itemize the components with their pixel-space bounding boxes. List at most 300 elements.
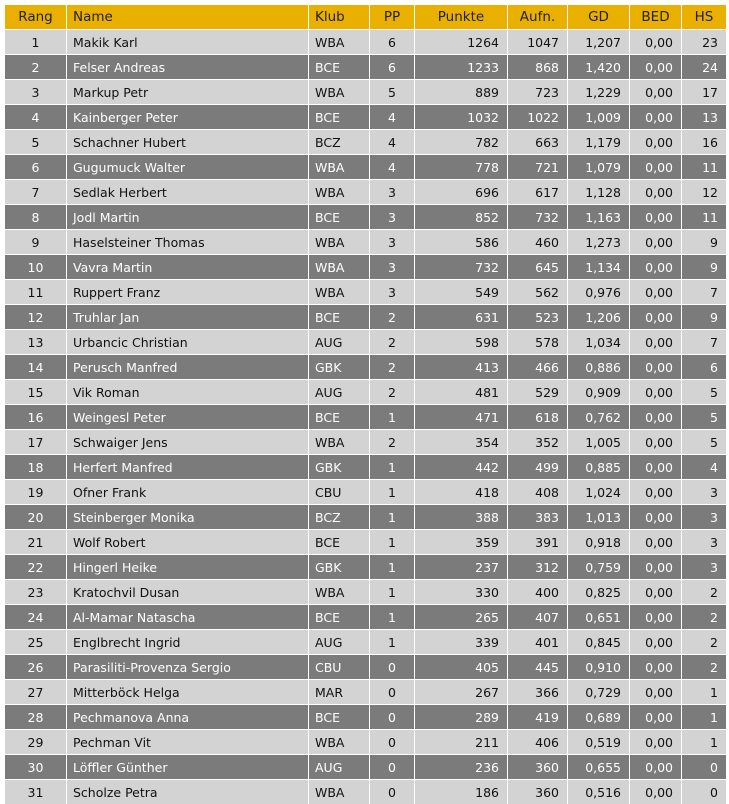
hs-cell: 12: [682, 179, 726, 204]
table-row[interactable]: [5, 129, 726, 154]
bed-cell: 0,00: [630, 679, 682, 704]
table-row[interactable]: [5, 654, 726, 679]
club-cell: BCE: [309, 529, 370, 554]
innings-cell: 445: [508, 654, 568, 679]
gd-cell: 0,655: [568, 754, 630, 779]
innings-cell: 617: [508, 179, 568, 204]
points-cell: 237: [415, 554, 508, 579]
points-cell: 236: [415, 754, 508, 779]
club-cell: BCE: [309, 104, 370, 129]
name-cell: Gugumuck Walter: [67, 154, 309, 179]
innings-cell: 721: [508, 154, 568, 179]
rank-cell: 2: [5, 54, 67, 79]
club-cell: WBA: [309, 429, 370, 454]
club-cell: BCZ: [309, 504, 370, 529]
club-cell: WBA: [309, 279, 370, 304]
rank-cell: 7: [5, 179, 67, 204]
hs-cell: 2: [682, 604, 726, 629]
bed-cell: 0,00: [630, 54, 682, 79]
pp-cell: 0: [370, 779, 415, 804]
rank-cell: 16: [5, 404, 67, 429]
innings-cell: 460: [508, 229, 568, 254]
points-cell: 852: [415, 204, 508, 229]
rank-cell: 25: [5, 629, 67, 654]
rank-cell: 6: [5, 154, 67, 179]
gd-cell: 1,079: [568, 154, 630, 179]
innings-cell: 523: [508, 304, 568, 329]
club-cell: AUG: [309, 329, 370, 354]
pp-cell: 2: [370, 429, 415, 454]
hs-cell: 2: [682, 579, 726, 604]
bed-cell: 0,00: [630, 279, 682, 304]
pp-cell: 2: [370, 379, 415, 404]
club-cell: WBA: [309, 254, 370, 279]
bed-cell: 0,00: [630, 654, 682, 679]
points-cell: 889: [415, 79, 508, 104]
rank-cell: 13: [5, 329, 67, 354]
table-row[interactable]: [5, 629, 726, 654]
table-header-row: [5, 5, 726, 29]
club-cell: GBK: [309, 454, 370, 479]
bed-cell: 0,00: [630, 754, 682, 779]
header-aufn[interactable]: Aufn.: [508, 5, 568, 29]
gd-cell: 0,759: [568, 554, 630, 579]
club-cell: BCE: [309, 54, 370, 79]
gd-cell: 0,918: [568, 529, 630, 554]
bed-cell: 0,00: [630, 29, 682, 54]
rank-cell: 18: [5, 454, 67, 479]
points-cell: 782: [415, 129, 508, 154]
gd-cell: 0,909: [568, 379, 630, 404]
bed-cell: 0,00: [630, 554, 682, 579]
ranking-table-container: [5, 5, 726, 804]
name-cell: Mitterböck Helga: [67, 679, 309, 704]
name-cell: Parasiliti-Provenza Sergio: [67, 654, 309, 679]
bed-cell: 0,00: [630, 504, 682, 529]
club-cell: BCE: [309, 604, 370, 629]
bed-cell: 0,00: [630, 354, 682, 379]
bed-cell: 0,00: [630, 454, 682, 479]
hs-cell: 5: [682, 404, 726, 429]
pp-cell: 1: [370, 404, 415, 429]
innings-cell: 407: [508, 604, 568, 629]
gd-cell: 0,651: [568, 604, 630, 629]
points-cell: 696: [415, 179, 508, 204]
table-row[interactable]: [5, 454, 726, 479]
points-cell: 418: [415, 479, 508, 504]
header-bed[interactable]: BED: [630, 5, 682, 29]
innings-cell: 1022: [508, 104, 568, 129]
pp-cell: 1: [370, 454, 415, 479]
innings-cell: 419: [508, 704, 568, 729]
pp-cell: 3: [370, 254, 415, 279]
name-cell: Vik Roman: [67, 379, 309, 404]
table-row[interactable]: [5, 279, 726, 304]
rank-cell: 20: [5, 504, 67, 529]
club-cell: BCE: [309, 204, 370, 229]
hs-cell: 6: [682, 354, 726, 379]
hs-cell: 2: [682, 629, 726, 654]
hs-cell: 7: [682, 279, 726, 304]
points-cell: 405: [415, 654, 508, 679]
bed-cell: 0,00: [630, 429, 682, 454]
name-cell: Kratochvil Dusan: [67, 579, 309, 604]
table-row[interactable]: [5, 154, 726, 179]
pp-cell: 4: [370, 154, 415, 179]
table-row[interactable]: [5, 254, 726, 279]
gd-cell: 1,009: [568, 104, 630, 129]
hs-cell: 3: [682, 479, 726, 504]
innings-cell: 732: [508, 204, 568, 229]
bed-cell: 0,00: [630, 104, 682, 129]
hs-cell: 1: [682, 679, 726, 704]
table-row[interactable]: [5, 779, 726, 804]
club-cell: CBU: [309, 479, 370, 504]
club-cell: WBA: [309, 729, 370, 754]
rank-cell: 17: [5, 429, 67, 454]
hs-cell: 23: [682, 29, 726, 54]
points-cell: 339: [415, 629, 508, 654]
table-row[interactable]: [5, 479, 726, 504]
points-cell: 354: [415, 429, 508, 454]
rank-cell: 8: [5, 204, 67, 229]
gd-cell: 1,273: [568, 229, 630, 254]
pp-cell: 1: [370, 529, 415, 554]
table-row[interactable]: [5, 429, 726, 454]
header-gd[interactable]: GD: [568, 5, 630, 29]
gd-cell: 0,516: [568, 779, 630, 804]
points-cell: 359: [415, 529, 508, 554]
name-cell: Herfert Manfred: [67, 454, 309, 479]
table-row[interactable]: [5, 579, 726, 604]
points-cell: 388: [415, 504, 508, 529]
name-cell: Schwaiger Jens: [67, 429, 309, 454]
table-row[interactable]: [5, 29, 726, 54]
name-cell: Vavra Martin: [67, 254, 309, 279]
hs-cell: 3: [682, 529, 726, 554]
name-cell: Scholze Petra: [67, 779, 309, 804]
pp-cell: 1: [370, 579, 415, 604]
table-row[interactable]: [5, 54, 726, 79]
hs-cell: 0: [682, 754, 726, 779]
pp-cell: 3: [370, 204, 415, 229]
innings-cell: 663: [508, 129, 568, 154]
name-cell: Kainberger Peter: [67, 104, 309, 129]
gd-cell: 1,024: [568, 479, 630, 504]
table-row[interactable]: [5, 354, 726, 379]
hs-cell: 11: [682, 154, 726, 179]
club-cell: AUG: [309, 754, 370, 779]
table-row[interactable]: [5, 379, 726, 404]
header-punkte[interactable]: Punkte: [415, 5, 508, 29]
name-cell: Pechmanova Anna: [67, 704, 309, 729]
bed-cell: 0,00: [630, 204, 682, 229]
club-cell: WBA: [309, 779, 370, 804]
bed-cell: 0,00: [630, 179, 682, 204]
rank-cell: 3: [5, 79, 67, 104]
gd-cell: 1,005: [568, 429, 630, 454]
header-hs[interactable]: HS: [682, 5, 726, 29]
header-rang[interactable]: Rang: [5, 5, 67, 29]
pp-cell: 3: [370, 279, 415, 304]
innings-cell: 400: [508, 579, 568, 604]
table-row[interactable]: [5, 329, 726, 354]
name-cell: Löffler Günther: [67, 754, 309, 779]
bed-cell: 0,00: [630, 129, 682, 154]
points-cell: 289: [415, 704, 508, 729]
innings-cell: 312: [508, 554, 568, 579]
hs-cell: 13: [682, 104, 726, 129]
gd-cell: 1,207: [568, 29, 630, 54]
gd-cell: 0,885: [568, 454, 630, 479]
name-cell: Weingesl Peter: [67, 404, 309, 429]
header-klub[interactable]: Klub: [309, 5, 370, 29]
pp-cell: 4: [370, 104, 415, 129]
points-cell: 267: [415, 679, 508, 704]
club-cell: GBK: [309, 554, 370, 579]
table-row[interactable]: [5, 604, 726, 629]
rank-cell: 27: [5, 679, 67, 704]
bed-cell: 0,00: [630, 729, 682, 754]
table-row[interactable]: [5, 529, 726, 554]
hs-cell: 3: [682, 504, 726, 529]
table-row[interactable]: [5, 754, 726, 779]
club-cell: BCZ: [309, 129, 370, 154]
pp-cell: 0: [370, 704, 415, 729]
hs-cell: 11: [682, 204, 726, 229]
pp-cell: 2: [370, 304, 415, 329]
bed-cell: 0,00: [630, 604, 682, 629]
innings-cell: 360: [508, 779, 568, 804]
hs-cell: 24: [682, 54, 726, 79]
name-cell: Englbrecht Ingrid: [67, 629, 309, 654]
gd-cell: 0,689: [568, 704, 630, 729]
name-cell: Ruppert Franz: [67, 279, 309, 304]
club-cell: CBU: [309, 654, 370, 679]
club-cell: AUG: [309, 629, 370, 654]
club-cell: MAR: [309, 679, 370, 704]
header-name[interactable]: Name: [67, 5, 309, 29]
gd-cell: 0,845: [568, 629, 630, 654]
club-cell: GBK: [309, 354, 370, 379]
innings-cell: 366: [508, 679, 568, 704]
table-row[interactable]: [5, 554, 726, 579]
rank-cell: 15: [5, 379, 67, 404]
hs-cell: 5: [682, 429, 726, 454]
gd-cell: 0,886: [568, 354, 630, 379]
bed-cell: 0,00: [630, 704, 682, 729]
name-cell: Felser Andreas: [67, 54, 309, 79]
hs-cell: 9: [682, 229, 726, 254]
gd-cell: 1,229: [568, 79, 630, 104]
name-cell: Makik Karl: [67, 29, 309, 54]
innings-cell: 1047: [508, 29, 568, 54]
pp-cell: 2: [370, 329, 415, 354]
name-cell: Wolf Robert: [67, 529, 309, 554]
gd-cell: 0,910: [568, 654, 630, 679]
bed-cell: 0,00: [630, 329, 682, 354]
innings-cell: 578: [508, 329, 568, 354]
hs-cell: 7: [682, 329, 726, 354]
pp-cell: 0: [370, 729, 415, 754]
ranking-table: [5, 5, 726, 804]
bed-cell: 0,00: [630, 529, 682, 554]
innings-cell: 645: [508, 254, 568, 279]
pp-cell: 0: [370, 754, 415, 779]
name-cell: Pechman Vit: [67, 729, 309, 754]
club-cell: AUG: [309, 379, 370, 404]
innings-cell: 406: [508, 729, 568, 754]
table-row[interactable]: [5, 729, 726, 754]
name-cell: Jodl Martin: [67, 204, 309, 229]
innings-cell: 499: [508, 454, 568, 479]
table-row[interactable]: [5, 679, 726, 704]
pp-cell: 1: [370, 604, 415, 629]
points-cell: 186: [415, 779, 508, 804]
innings-cell: 352: [508, 429, 568, 454]
club-cell: WBA: [309, 179, 370, 204]
header-pp[interactable]: PP: [370, 5, 415, 29]
hs-cell: 9: [682, 254, 726, 279]
rank-cell: 30: [5, 754, 67, 779]
bed-cell: 0,00: [630, 79, 682, 104]
name-cell: Hingerl Heike: [67, 554, 309, 579]
club-cell: BCE: [309, 404, 370, 429]
pp-cell: 1: [370, 479, 415, 504]
name-cell: Perusch Manfred: [67, 354, 309, 379]
rank-cell: 12: [5, 304, 67, 329]
rank-cell: 24: [5, 604, 67, 629]
table-row[interactable]: [5, 304, 726, 329]
gd-cell: 0,825: [568, 579, 630, 604]
points-cell: 481: [415, 379, 508, 404]
points-cell: 211: [415, 729, 508, 754]
innings-cell: 360: [508, 754, 568, 779]
hs-cell: 2: [682, 654, 726, 679]
hs-cell: 16: [682, 129, 726, 154]
table-row[interactable]: [5, 104, 726, 129]
rank-cell: 22: [5, 554, 67, 579]
hs-cell: 1: [682, 704, 726, 729]
club-cell: WBA: [309, 229, 370, 254]
points-cell: 1032: [415, 104, 508, 129]
table-row[interactable]: [5, 204, 726, 229]
table-row[interactable]: [5, 404, 726, 429]
rank-cell: 23: [5, 579, 67, 604]
bed-cell: 0,00: [630, 629, 682, 654]
points-cell: 1233: [415, 54, 508, 79]
gd-cell: 1,128: [568, 179, 630, 204]
points-cell: 471: [415, 404, 508, 429]
table-row[interactable]: [5, 179, 726, 204]
gd-cell: 1,179: [568, 129, 630, 154]
gd-cell: 1,134: [568, 254, 630, 279]
table-row[interactable]: [5, 229, 726, 254]
name-cell: Markup Petr: [67, 79, 309, 104]
gd-cell: 0,762: [568, 404, 630, 429]
innings-cell: 529: [508, 379, 568, 404]
bed-cell: 0,00: [630, 379, 682, 404]
name-cell: Sedlak Herbert: [67, 179, 309, 204]
table-row[interactable]: [5, 79, 726, 104]
points-cell: 413: [415, 354, 508, 379]
club-cell: WBA: [309, 29, 370, 54]
rank-cell: 11: [5, 279, 67, 304]
name-cell: Haselsteiner Thomas: [67, 229, 309, 254]
points-cell: 330: [415, 579, 508, 604]
gd-cell: 1,420: [568, 54, 630, 79]
pp-cell: 0: [370, 679, 415, 704]
gd-cell: 0,729: [568, 679, 630, 704]
bed-cell: 0,00: [630, 404, 682, 429]
pp-cell: 0: [370, 654, 415, 679]
gd-cell: 1,163: [568, 204, 630, 229]
club-cell: WBA: [309, 579, 370, 604]
table-row[interactable]: [5, 704, 726, 729]
rank-cell: 14: [5, 354, 67, 379]
innings-cell: 401: [508, 629, 568, 654]
points-cell: 732: [415, 254, 508, 279]
points-cell: 586: [415, 229, 508, 254]
pp-cell: 4: [370, 129, 415, 154]
hs-cell: 5: [682, 379, 726, 404]
pp-cell: 6: [370, 29, 415, 54]
innings-cell: 618: [508, 404, 568, 429]
innings-cell: 562: [508, 279, 568, 304]
rank-cell: 31: [5, 779, 67, 804]
hs-cell: 1: [682, 729, 726, 754]
rank-cell: 19: [5, 479, 67, 504]
gd-cell: 1,034: [568, 329, 630, 354]
gd-cell: 0,976: [568, 279, 630, 304]
name-cell: Al-Mamar Natascha: [67, 604, 309, 629]
points-cell: 549: [415, 279, 508, 304]
rank-cell: 5: [5, 129, 67, 154]
points-cell: 631: [415, 304, 508, 329]
pp-cell: 2: [370, 354, 415, 379]
bed-cell: 0,00: [630, 229, 682, 254]
club-cell: WBA: [309, 79, 370, 104]
bed-cell: 0,00: [630, 479, 682, 504]
table-body: [5, 29, 726, 804]
innings-cell: 723: [508, 79, 568, 104]
bed-cell: 0,00: [630, 579, 682, 604]
hs-cell: 9: [682, 304, 726, 329]
pp-cell: 5: [370, 79, 415, 104]
name-cell: Schachner Hubert: [67, 129, 309, 154]
table-row[interactable]: [5, 504, 726, 529]
bed-cell: 0,00: [630, 254, 682, 279]
innings-cell: 466: [508, 354, 568, 379]
gd-cell: 0,519: [568, 729, 630, 754]
pp-cell: 1: [370, 554, 415, 579]
rank-cell: 1: [5, 29, 67, 54]
pp-cell: 1: [370, 504, 415, 529]
gd-cell: 1,206: [568, 304, 630, 329]
hs-cell: 4: [682, 454, 726, 479]
bed-cell: 0,00: [630, 779, 682, 804]
name-cell: Truhlar Jan: [67, 304, 309, 329]
rank-cell: 10: [5, 254, 67, 279]
club-cell: BCE: [309, 704, 370, 729]
points-cell: 598: [415, 329, 508, 354]
rank-cell: 4: [5, 104, 67, 129]
rank-cell: 29: [5, 729, 67, 754]
rank-cell: 9: [5, 229, 67, 254]
pp-cell: 1: [370, 629, 415, 654]
club-cell: BCE: [309, 304, 370, 329]
points-cell: 442: [415, 454, 508, 479]
